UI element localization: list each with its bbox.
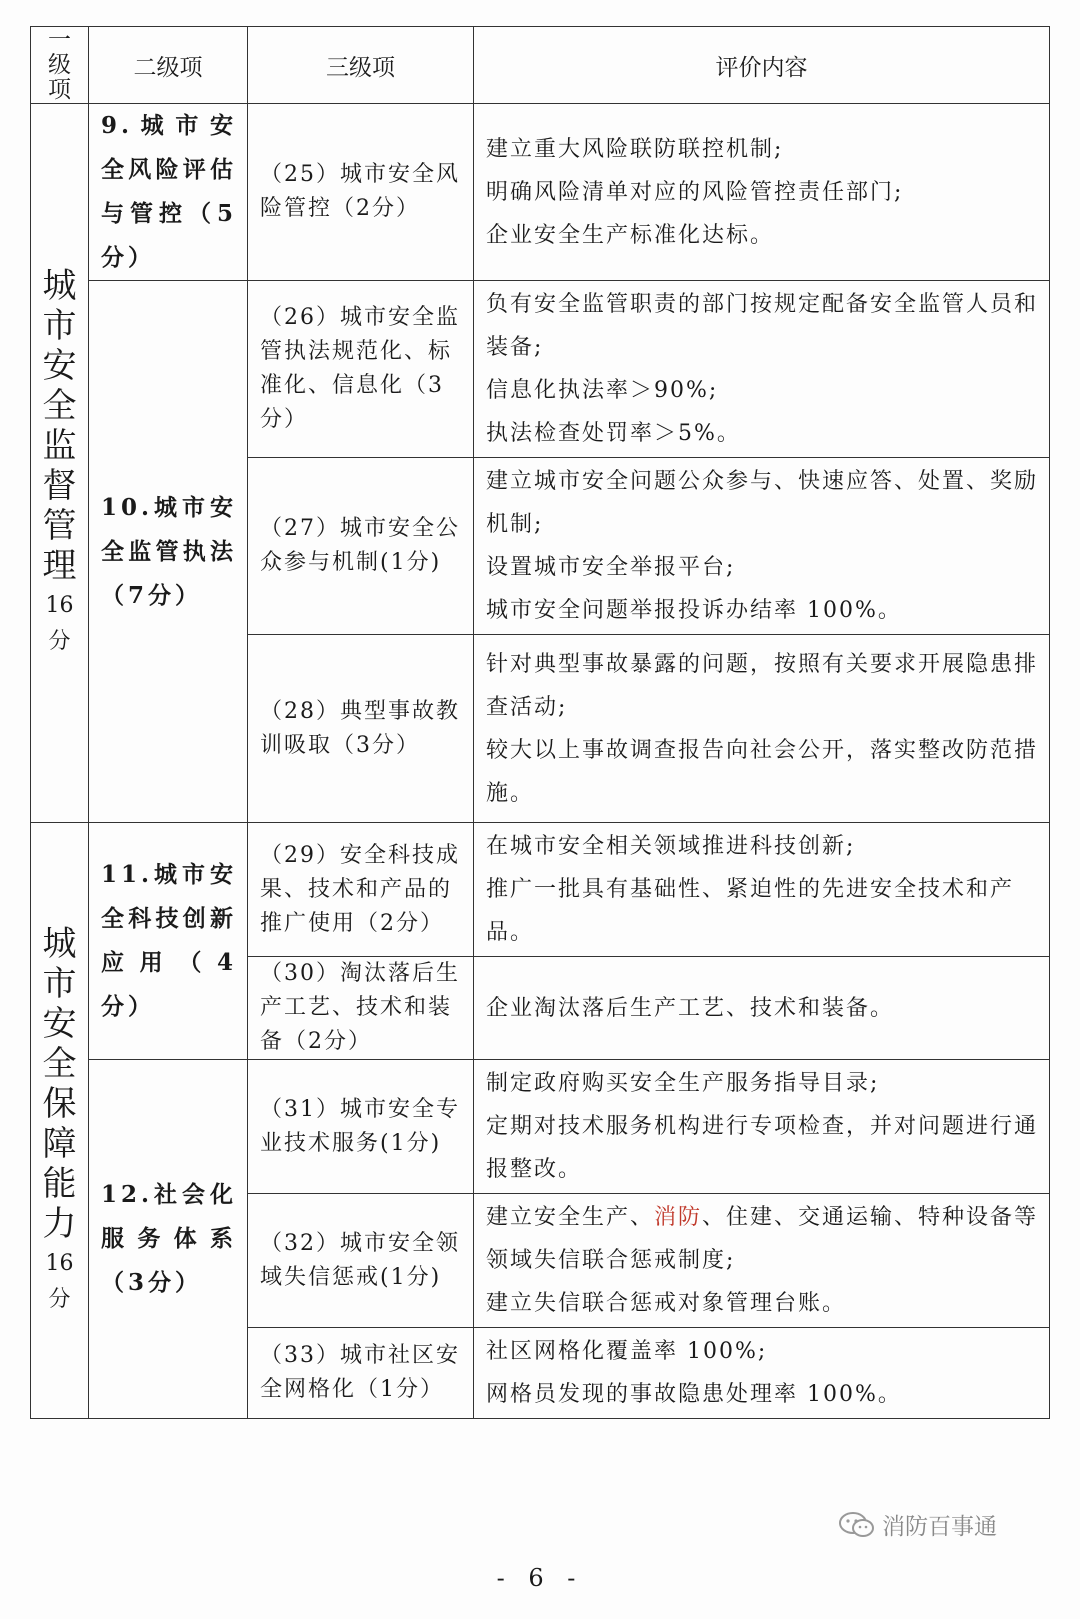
level1-title: 城市安全保障能力	[42, 923, 77, 1244]
content-line: 建立失信联合惩戒对象管理台账。	[486, 1291, 847, 1316]
content-cell	[474, 104, 1050, 281]
wechat-icon	[838, 1510, 876, 1540]
content-line: 建立重大风险联防联控机制;	[486, 136, 784, 162]
table-row	[31, 104, 1050, 281]
level3-cell: （29）安全科技成果、技术和产品的推广使用（2分）	[248, 823, 474, 957]
content-cell	[474, 1194, 1050, 1328]
content-line: 制定政府购买安全生产服务指导目录;	[486, 1071, 880, 1096]
content-line: 城市安全问题举报投诉办结率 100%。	[486, 598, 902, 623]
content-line: 定期对技术服务机构进行专项检查，并对问题进行通报整改。	[486, 1114, 1039, 1182]
level3-cell: （30）淘汰落后生产工艺、技术和装备（2分）	[248, 957, 474, 1060]
header-level3: 三级项	[248, 27, 474, 104]
content-cell	[474, 458, 1050, 635]
level3-cell: （31）城市安全专业技术服务(1分)	[248, 1060, 474, 1194]
brand-watermark	[838, 1508, 997, 1541]
level2-cell: 11.城市安全科技创新应用（4分）	[89, 823, 248, 1060]
content-line: 明确风险清单对应的风险管控责任部门;	[486, 179, 904, 205]
evaluation-table	[30, 26, 1050, 1419]
brand-name: 消防百事通	[882, 1514, 997, 1540]
content-cell	[474, 823, 1050, 957]
level2-cell: 9.城市安全风险评估与管控（5分）	[89, 104, 248, 281]
level3-cell: （25）城市安全风险管控（2分）	[248, 104, 474, 281]
header-level1: 一级项	[31, 27, 89, 104]
level1-cell	[31, 104, 89, 823]
level2-cell: 12.社会化服务体系（3分）	[89, 1060, 248, 1419]
level3-cell: （33）城市社区安全网格化（1分）	[248, 1328, 474, 1419]
level1-score: 16分	[45, 1250, 74, 1312]
level2-cell: 10.城市安全监管执法（7分）	[89, 281, 248, 823]
level3-cell: （28）典型事故教训吸取（3分）	[248, 635, 474, 823]
table-row	[31, 823, 1050, 957]
content-line: 企业安全生产标准化达标。	[486, 222, 775, 248]
content-line: 设置城市安全举报平台;	[486, 555, 736, 580]
level1-cell	[31, 823, 89, 1419]
content-segment: 建立安全生产、	[486, 1205, 655, 1230]
highlight-segment: 消防	[654, 1205, 703, 1230]
content-line: 较大以上事故调查报告向社会公开，落实整改防范措施。	[486, 737, 1039, 806]
content-line	[486, 1196, 1039, 1282]
level1-title: 城市安全监督管理	[42, 266, 77, 586]
level3-cell: （32）城市安全领域失信惩戒(1分)	[248, 1194, 474, 1328]
header-content: 评价内容	[474, 27, 1050, 104]
content-line: 执法检查处罚率＞5%。	[486, 421, 741, 446]
level3-cell: （27）城市安全公众参与机制(1分)	[248, 458, 474, 635]
table-header-row	[31, 27, 1050, 104]
table-row	[31, 1060, 1050, 1194]
content-line: 社区网格化覆盖率 100%;	[486, 1339, 768, 1364]
content-line: 网格员发现的事故隐患处理率 100%。	[486, 1382, 902, 1407]
content-segment: 、住建、交通运输、特种设备等领域失信联合惩戒制度;	[486, 1205, 1039, 1273]
content-cell	[474, 1060, 1050, 1194]
content-line: 企业淘汰落后生产工艺、技术和装备。	[486, 995, 895, 1021]
content-line: 负有安全监管职责的部门按规定配备安全监管人员和装备;	[486, 292, 1039, 360]
content-line: 在城市安全相关领域推进科技创新;	[486, 834, 856, 859]
header-level2: 二级项	[89, 27, 248, 104]
content-line: 针对典型事故暴露的问题，按照有关要求开展隐患排查活动;	[486, 651, 1039, 720]
level1-score: 16分	[45, 593, 74, 654]
content-cell	[474, 635, 1050, 823]
content-line: 推广一批具有基础性、紧迫性的先进安全技术和产品。	[486, 877, 1015, 945]
content-line: 建立城市安全问题公众参与、快速应答、处置、奖励机制;	[486, 469, 1039, 537]
content-cell	[474, 281, 1050, 458]
content-line: 信息化执法率＞90%;	[486, 378, 719, 403]
page-number: - 6 -	[496, 1564, 584, 1592]
table-row	[31, 281, 1050, 458]
content-cell	[474, 957, 1050, 1060]
level3-cell: （26）城市安全监管执法规范化、标准化、信息化（3分）	[248, 281, 474, 458]
content-cell	[474, 1328, 1050, 1419]
